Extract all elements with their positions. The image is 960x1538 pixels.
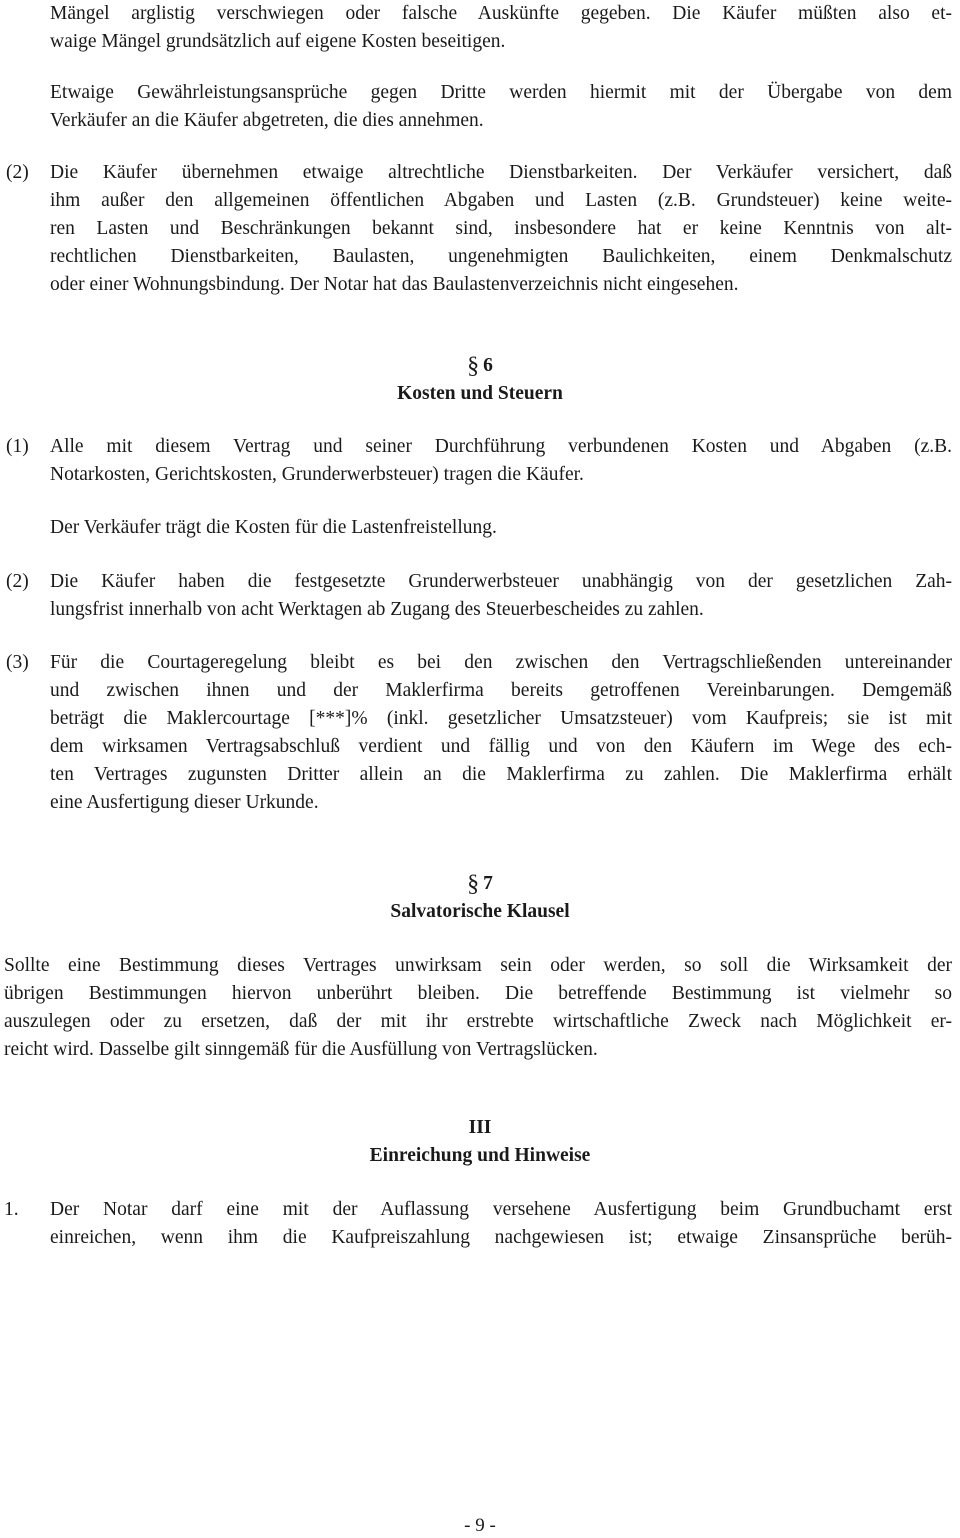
clause-line: Der Verkäufer trägt die Kosten für die Lastenfreistellung.: [50, 517, 497, 538]
clause-line: dem wirksamen Vertragsabschluß verdient und fällig und von den Käufern im Wege des ech-: [50, 736, 952, 757]
clause-line: Die Käufer übernehmen etwaige altrechtliche Dienstbarkeiten. Der Verkäufer versichert, daß: [50, 162, 952, 183]
intro-line-1: Mängel arglistig verschwiegen oder falsche Auskünfte gegeben. Die Käufer müßten also et-: [50, 3, 952, 24]
clause-line: Alle mit diesem Vertrag und seiner Durchführung verbundenen Kosten und Abgaben (z.B.: [50, 436, 952, 457]
item-line: einreichen, wenn ihm die Kaufpreiszahlung nachgewiesen ist; etwaige Zinsansprüche berüh-: [50, 1227, 952, 1248]
clause-line: Die Käufer haben die festgesetzte Grunderwerbsteuer unabhängig von der gesetzlichen Zah-: [50, 571, 952, 592]
clause-number: (2): [6, 162, 29, 183]
clause-line: Für die Courtageregelung bleibt es bei den zwischen den Vertragschließenden untereinander: [50, 652, 952, 673]
section-7-title: Salvatorische Klausel: [390, 901, 570, 922]
clause-number: (1): [6, 436, 29, 457]
clause-line: eine Ausfertigung dieser Urkunde.: [50, 792, 319, 813]
intro-line-3: Etwaige Gewährleistungsansprüche gegen Dritte werden hiermit mit der Übergabe von dem: [50, 82, 952, 103]
clause-line: ihm außer den allgemeinen öffentlichen Abgaben und Lasten (z.B. Grundsteuer) keine weite-: [50, 190, 952, 211]
intro-line-2: waige Mängel grundsätzlich auf eigene Kosten beseitigen.: [50, 31, 506, 52]
paragraph-sign: §: [467, 871, 480, 897]
section-7-number: [0, 870, 960, 898]
section-number: 6: [483, 355, 493, 376]
body-line: übrigen Bestimmungen hiervon unberührt bleiben. Die betreffende Bestimmung ist vielmehr so: [4, 983, 952, 1004]
clause-number: (3): [6, 652, 29, 673]
section-6-number: [0, 352, 960, 380]
clause-line: oder einer Wohnungsbindung. Der Notar hat das Baulastenverzeichnis nicht eingesehen.: [50, 274, 739, 295]
clause-line: ten Vertrages zugunsten Dritter allein an die Maklerfirma zu zahlen. Die Maklerfirma erhält: [50, 764, 952, 785]
body-line: auszulegen oder zu ersetzen, daß der mit ihr erstrebte wirtschaftliche Zweck nach Möglichkeit er-: [4, 1011, 952, 1032]
body-line: Sollte eine Bestimmung dieses Vertrages unwirksam sein oder werden, so soll die Wirksamkeit der: [4, 955, 952, 976]
paragraph-sign: §: [467, 353, 480, 379]
clause-line: beträgt die Maklercourtage [***]% (inkl. gesetzlicher Umsatzsteuer) vom Kaufpreis; sie ist mit: [50, 708, 952, 729]
clause-line: und zwischen ihnen und der Maklerfirma bereits getroffenen Vereinbarungen. Demgemäß: [50, 680, 952, 701]
clause-number: (2): [6, 571, 29, 592]
part-3-numeral: III: [468, 1117, 492, 1138]
clause-line: ren Lasten und Beschränkungen bekannt sind, insbesondere hat er keine Kenntnis von alt-: [50, 218, 952, 239]
clause-line: lungsfrist innerhalb von acht Werktagen ab Zugang des Steuerbescheides zu zahlen.: [50, 599, 704, 620]
item-line: Der Notar darf eine mit der Auflassung versehene Ausfertigung beim Grundbuchamt erst: [50, 1199, 952, 1220]
page-number: - 9 -: [464, 1515, 496, 1536]
section-6-title: Kosten und Steuern: [397, 383, 563, 404]
clause-line: rechtlichen Dienstbarkeiten, Baulasten, ungenehmigten Baulichkeiten, einem Denkmalschutz: [50, 246, 952, 267]
body-line: reicht wird. Dasselbe gilt sinngemäß für die Ausfüllung von Vertragslücken.: [4, 1039, 598, 1060]
intro-line-4: Verkäufer an die Käufer abgetreten, die dies annehmen.: [50, 110, 484, 131]
clause-line: Notarkosten, Gerichtskosten, Grunderwerbsteuer) tragen die Käufer.: [50, 464, 584, 485]
part-3-title: Einreichung und Hinweise: [369, 1145, 591, 1166]
section-number: 7: [483, 873, 493, 894]
item-number: 1.: [4, 1199, 19, 1220]
